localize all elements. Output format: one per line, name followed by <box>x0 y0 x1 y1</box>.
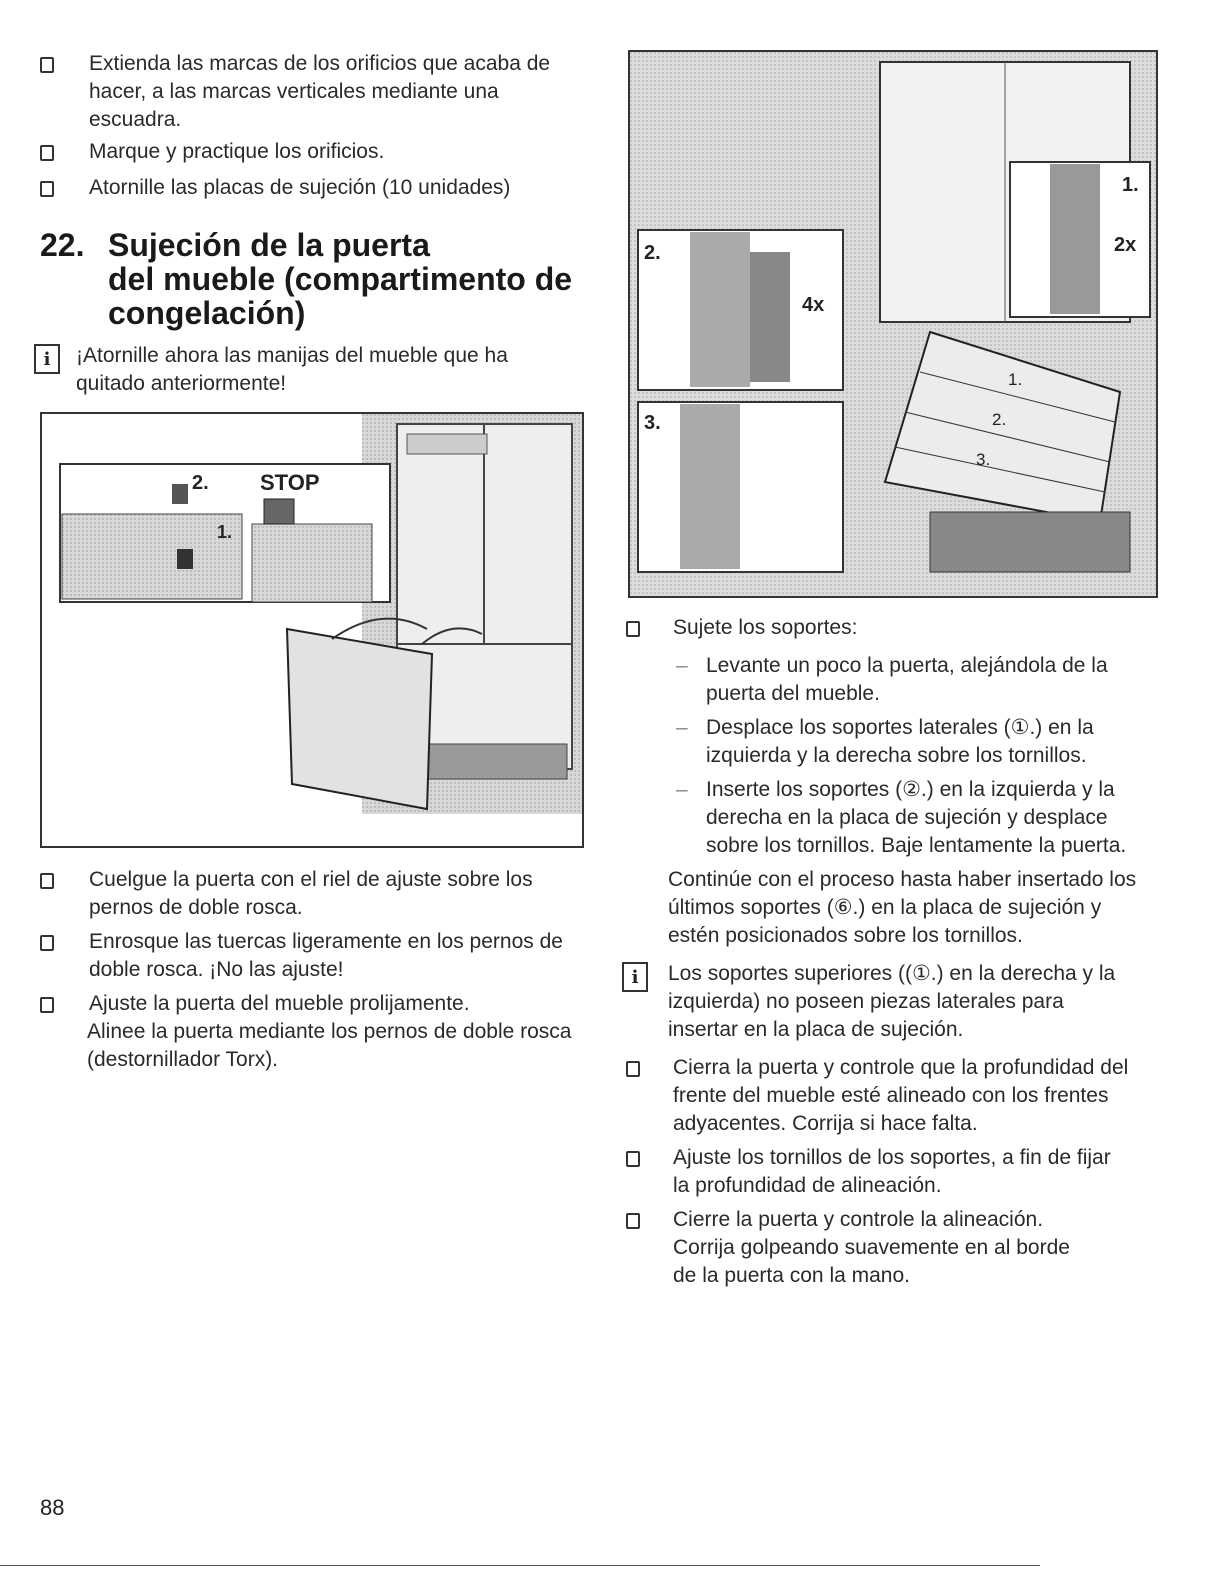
quantity-4x-label: 4x <box>802 294 825 316</box>
info-note-text: ¡Atornille ahora las manijas del mueble que ha quitado anteriormente! <box>76 344 508 395</box>
stop-label: STOP <box>260 470 320 495</box>
bullet-text: Cuelgue la puerta con el riel de ajuste sobre los pernos de doble rosca. <box>89 868 533 919</box>
list-item <box>40 866 570 922</box>
list-item <box>40 990 570 1018</box>
info-note <box>622 960 1152 1044</box>
circled-step-2-label: 2. <box>992 410 1007 429</box>
section-title-line-3: congelación) <box>108 295 306 331</box>
figure-bracket-mounting <box>628 50 1158 598</box>
list-item <box>626 1206 1146 1290</box>
bullet-text: Sujete los soportes: <box>673 616 858 639</box>
circled-step-3-label: 3. <box>976 450 991 469</box>
figure-door-hanging <box>40 412 584 848</box>
circled-step-1-label: 1. <box>1008 370 1023 389</box>
info-icon: i <box>34 344 60 374</box>
checkbox-bullet-icon <box>40 57 54 73</box>
bullet-text: Extienda las marcas de los orificios que acaba de hacer, a las marcas verticales mediante una escuadra. <box>89 52 551 131</box>
quantity-2x-label: 2x <box>1114 234 1137 256</box>
list-item <box>40 50 560 134</box>
step-1-label: 1. <box>217 522 233 542</box>
checkbox-bullet-icon <box>40 873 54 889</box>
continue-text: Continúe con el proceso hasta haber insertado los últimos soportes (⑥.) en la placa de sujeción y estén posicionados sobre los tornillos. <box>668 868 1137 947</box>
bullet-text: Ajuste la puerta del mueble prolijamente. <box>89 992 470 1015</box>
page-number: 88 <box>40 1495 65 1520</box>
dash-bullet-icon: – <box>676 778 688 801</box>
sub-item-text: Inserte los soportes (②.) en la izquierda y la derecha en la placa de sujeción y desplace sobre los tornillos. Baje lentamente la puerta. <box>706 778 1127 857</box>
footer-rule <box>0 1565 1040 1566</box>
info-note-text: Los soportes superiores ((①.) en la derecha y la izquierda) no poseen piezas laterales para insertar en la placa de sujeción. <box>668 962 1116 1041</box>
bracket-mounting-illustration <box>630 52 1156 596</box>
list-item <box>40 138 560 166</box>
sub-item-text: Levante un poco la puerta, alejándola de la puerta del mueble. <box>706 654 1108 705</box>
sub-list-item <box>676 652 1146 708</box>
checkbox-bullet-icon <box>40 997 54 1013</box>
checkbox-bullet-icon <box>40 181 54 197</box>
bullet-text: Atornille las placas de sujeción (10 unidades) <box>89 176 511 199</box>
step-2-label: 2. <box>644 242 661 264</box>
checkbox-bullet-icon <box>40 935 54 951</box>
list-item <box>626 1054 1146 1138</box>
dash-bullet-icon: – <box>676 716 688 739</box>
checkbox-bullet-icon <box>40 145 54 161</box>
continuation-text: Alinee la puerta mediante los pernos de doble rosca (destornillador Torx). <box>87 1020 572 1071</box>
checkbox-bullet-icon <box>626 1061 640 1077</box>
step-1-label: 1. <box>1122 174 1139 196</box>
info-icon: i <box>622 962 648 992</box>
checkbox-bullet-icon <box>626 1213 640 1229</box>
list-item <box>626 614 1146 642</box>
list-item <box>40 174 560 202</box>
info-note <box>34 342 554 398</box>
list-item <box>626 1144 1146 1200</box>
section-title-line-2: del mueble (compartimento de <box>108 261 573 297</box>
checkbox-bullet-icon <box>626 1151 640 1167</box>
bullet-text: Cierra la puerta y controle que la profundidad del frente del mueble esté alineado con los frentes adyacentes. Corrija si hace falta. <box>673 1056 1129 1135</box>
dash-bullet-icon: – <box>676 654 688 677</box>
sub-list-item <box>676 714 1146 770</box>
section-title-line-1: Sujeción de la puerta <box>108 227 430 263</box>
checkbox-bullet-icon <box>626 621 640 637</box>
list-item <box>40 928 570 984</box>
step-3-label: 3. <box>644 412 661 434</box>
bullet-text: Enrosque las tuercas ligeramente en los pernos de doble rosca. ¡No las ajuste! <box>89 930 563 981</box>
bullet-text: Cierre la puerta y controle la alineación. Corrija golpeando suavemente en al borde de la puerta con la mano. <box>673 1208 1070 1287</box>
section-number: 22. <box>40 227 85 263</box>
sub-list-item <box>676 776 1156 860</box>
bullet-text: Ajuste los tornillos de los soportes, a fin de fijar la profundidad de alineación. <box>673 1146 1111 1197</box>
sub-item-text: Desplace los soportes laterales (①.) en la izquierda y la derecha sobre los tornillos. <box>706 716 1094 767</box>
bullet-text: Marque y practique los orificios. <box>89 140 385 163</box>
step-2-label: 2. <box>192 472 209 494</box>
